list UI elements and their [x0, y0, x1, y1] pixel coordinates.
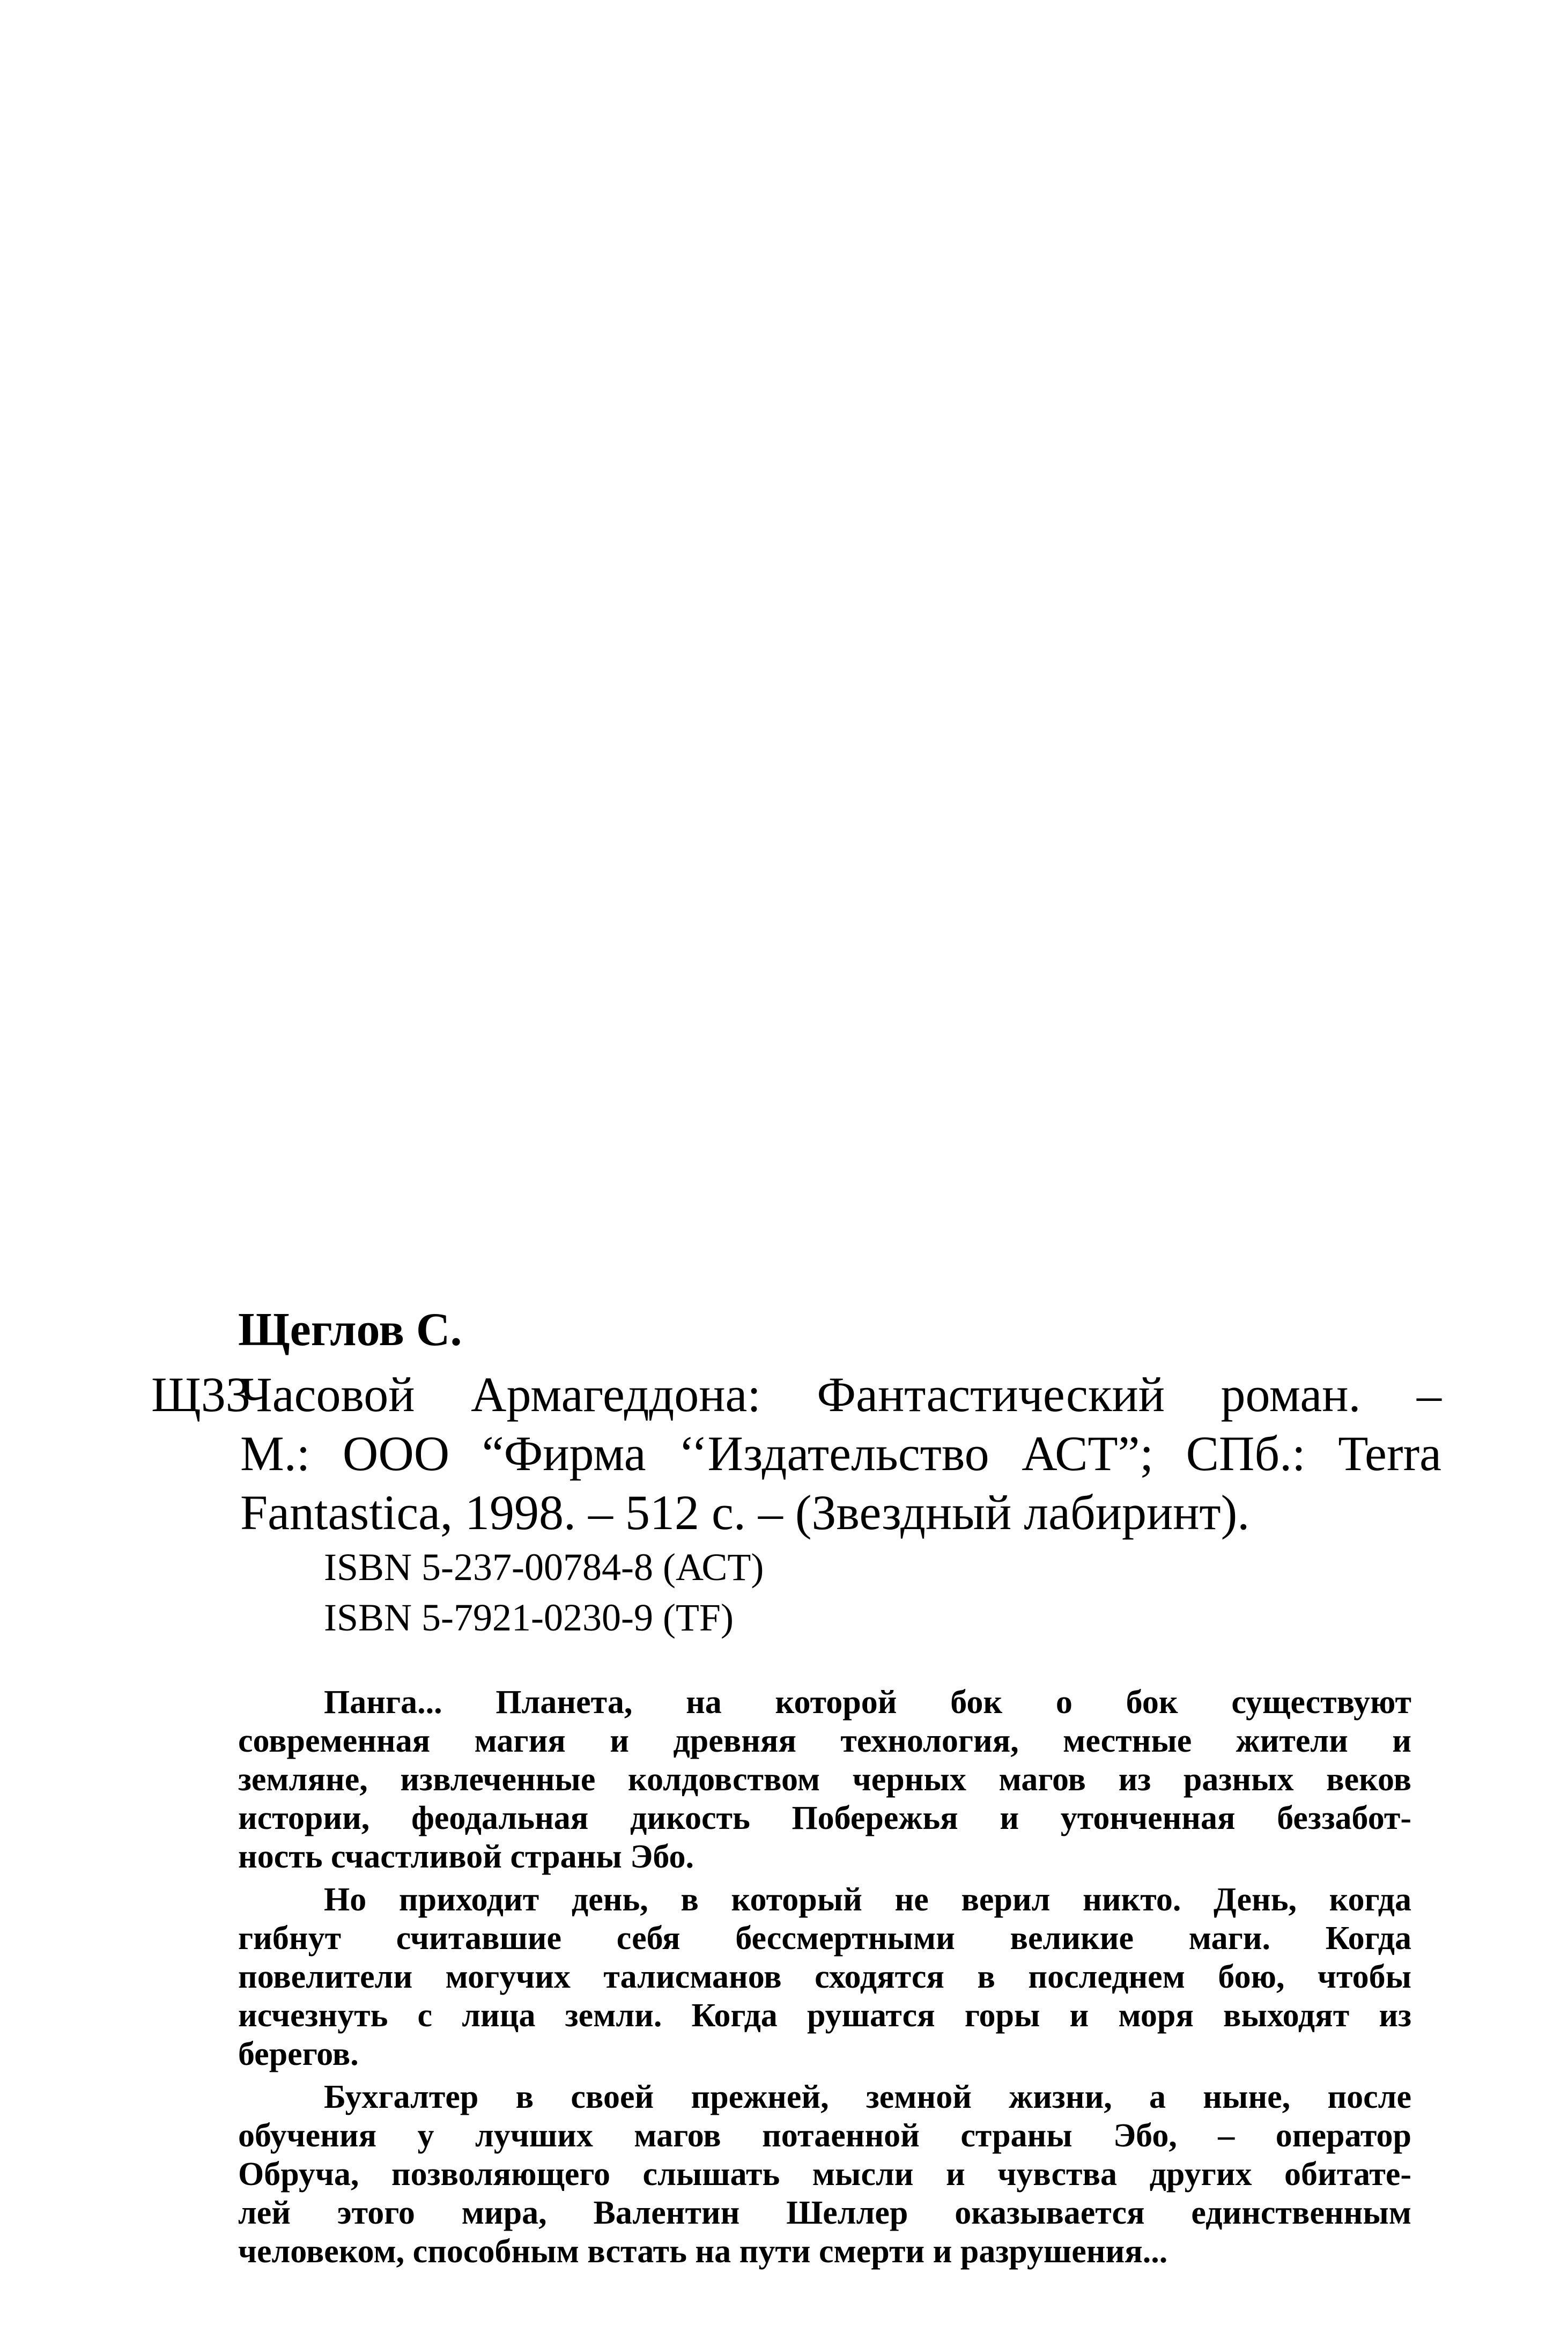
isbn-tf: ISBN 5-7921-0230-9 (TF): [324, 1596, 734, 1639]
biblio-line-series: Fantastica, 1998. – 512 с. – (Звездный лабиринт).: [240, 1485, 1250, 1540]
annotation-line: гибнут считавшие себя бессмертными великие маги. Когда: [238, 1920, 1411, 1957]
annotation-line: ность счастливой страны Эбо.: [238, 1839, 694, 1875]
annotation-line: лей этого мира, Валентин Шеллер оказывается единственным: [238, 2195, 1411, 2231]
annotation-line: земляне, извлеченные колдовством черных магов из разных веков: [238, 1761, 1411, 1798]
annotation-line: Обруча, позволяющего слышать мысли и чувства других обитате-: [238, 2156, 1411, 2193]
annotation-paragraph: [238, 1880, 1411, 2073]
annotation-line: Бухгалтер в своей прежней, земной жизни, а ныне, после: [324, 2079, 1411, 2115]
annotation-line: повелители могучих талисманов сходятся в последнем бою, чтобы: [238, 1959, 1411, 1995]
annotation-line: исчезнуть с лица земли. Когда рушатся горы и моря выходят из: [238, 1997, 1411, 2034]
annotation-paragraph: [238, 1683, 1411, 1876]
isbn-block: [324, 1542, 764, 1643]
biblio-line-publisher: М.: ООО “Фирма ‘‘Издательство АСТ”; СПб.: Terra: [240, 1426, 1441, 1481]
annotation-line: современная магия и древняя технология, местные жители и: [238, 1723, 1411, 1759]
annotation-paragraph: [238, 2078, 1411, 2271]
annotation: [238, 1683, 1411, 2275]
annotation-line: Панга... Планета, на которой бок о бок существуют: [324, 1684, 1411, 1721]
isbn-ast: ISBN 5-237-00784-8 (АСТ): [324, 1546, 764, 1589]
author-name: Щеглов С.: [238, 1304, 462, 1356]
classification-code: Щ33: [151, 1367, 250, 1422]
biblio-line-title: Часовой Армагеддона: Фантастический роман. –: [240, 1367, 1441, 1422]
annotation-line: обучения у лучших магов потаенной страны Эбо, – оператор: [238, 2117, 1411, 2154]
annotation-line: Но приходит день, в который не верил никто. День, когда: [324, 1881, 1411, 1918]
annotation-line: человеком, способным встать на пути смерти и разрушения...: [238, 2233, 1168, 2270]
bibliographic-record: [240, 1365, 1441, 1542]
annotation-line: истории, феодальная дикость Побережья и утонченная беззабот-: [238, 1800, 1411, 1836]
annotation-line: берегов.: [238, 2036, 359, 2072]
